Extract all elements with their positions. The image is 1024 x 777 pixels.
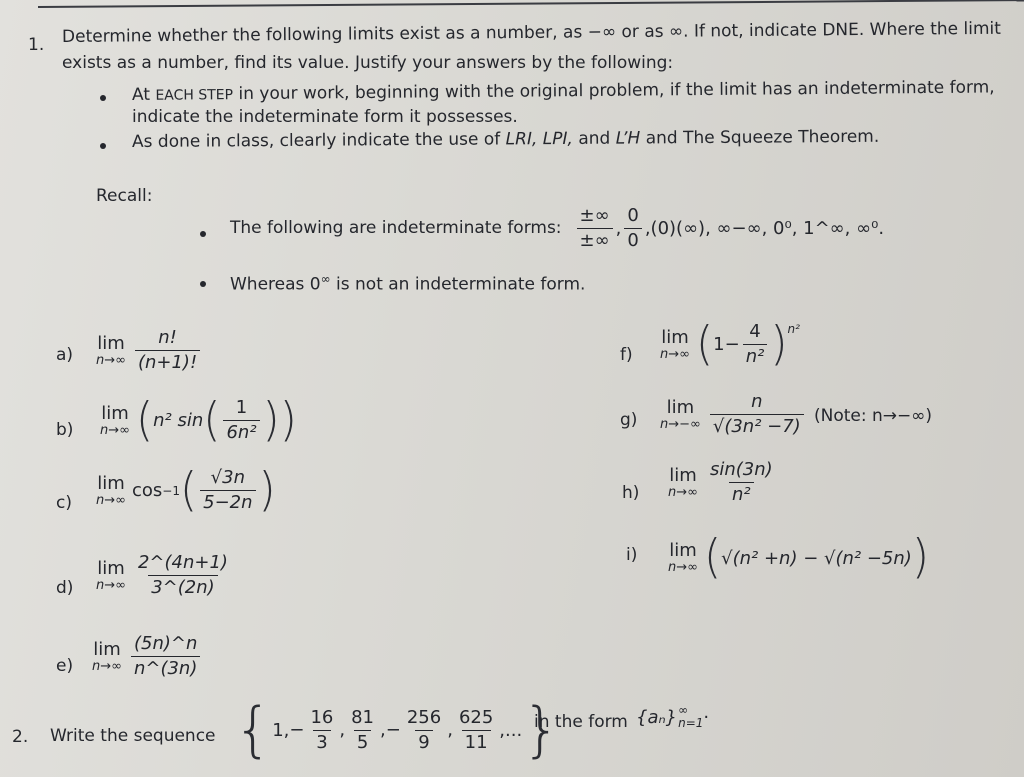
fraction: $\frac{1}{\text{6n²}}$ [223,398,259,443]
expr-text: √(n² +n) − √(n² −5n) [721,547,912,569]
problem-1-number: 1. [28,35,45,55]
sequence-term: $\frac{625}{11}$ [458,706,494,753]
lim-operator: lim n→∞ [96,557,126,593]
lim-operator: lim n→∞ [660,326,690,362]
fraction: $\frac{2\^{}(4n+1)}{3\^{}(2n)}$ [137,552,228,598]
function-name: cos [131,480,163,501]
bullet-2-text [132,126,879,153]
sequence-term: − $\frac{256}{9}$ , [385,706,453,753]
part-e-expression [92,634,203,679]
fraction: $\frac{4}{\text{n²}}$ [743,322,768,367]
recall-title: Recall: [96,186,153,206]
lim-operator: lim n→∞ [96,332,126,368]
form-sup: ∞ [678,703,689,717]
lim-operator: lim n→∞ [100,402,130,438]
lim-operator: lim n→∞ [92,638,122,674]
lim-operator: lim n→−∞ [660,396,701,432]
exponent: n² [787,322,800,336]
bullet-1-caps: EACH STEP [155,87,234,104]
part-g-expression [660,392,807,437]
bullet-dot [200,281,206,287]
part-d-label: d) [56,578,74,598]
part-g-label: g) [620,410,638,430]
indeterminate-forms: $\frac{\pm\infty}{\pm\infty}$ , $\frac{0}{0}$ , (0)(∞), ∞−∞, 0⁰, 1^∞, ∞⁰. [574,206,885,251]
fraction: $\frac{√3n}{5-2n}$ [200,468,255,513]
form-sub: n=1 [678,716,704,730]
form-expr: {aₙ} [636,706,678,728]
part-d-expression [96,553,234,598]
bullet-dot [100,95,106,101]
sequence-tail: ,... [499,719,523,741]
sequence-term: $\frac{81}{5}$ , [351,706,386,753]
fraction: $\frac{n}{\text{√(3n² −7)}}$ [710,392,804,437]
recall-item-2-pre: Whereas 0 [230,274,321,295]
expr-text: 1− [713,334,740,355]
part-e-label: e) [56,656,74,676]
bullet-2-post: and The Squeeze Theorem. [640,126,880,149]
bullet-1-line2: indicate the indeterminate form it possesses. [132,107,518,127]
bullet-1-pre: At [131,84,156,105]
part-f-expression: lim n→∞ ( 1− $\frac{4}{\text{n²}}$ ) $^{n^2}$ [660,317,800,371]
form-inf-over-inf: $\frac{\pm\infty}{\pm\infty}$ [577,206,613,251]
lim-operator: lim n→∞ [96,472,126,508]
problem-2-form-text: in the form [534,712,628,732]
function-sup: −1 [162,483,180,498]
top-rule [38,0,1024,8]
part-a-expression [96,328,203,373]
part-b-label: b) [56,420,74,440]
problem-1-line1: Determine whether the following limits exist as a number, as −∞ or as ∞. If not, indicate DNE. Where the limit [61,18,1001,47]
part-h-expression [668,460,779,505]
sequence-term: − $\frac{16}{3}$ , [289,706,346,753]
problem-2-number: 2. [12,727,29,747]
expr-text: n² sin [153,410,204,431]
recall-item-2 [230,268,585,296]
part-h-label: h) [622,483,640,503]
part-a-label: a) [56,345,74,365]
sequence: { 1, − $\frac{16}{3}$ , $\frac{81}{5}$ , − $\frac{256}{9}$ , $\frac{625}{11}$ ,... } [234,695,561,765]
bullet-dot [200,231,206,237]
bullet-2-pre: As done in class, clearly indicate the use of [131,129,506,152]
part-c-expression: lim n→∞ cos −1 ( $\frac{√3n}{5-2n}$ ) [96,463,276,517]
bullet-1-post: in your work, beginning with the original problem, if the limit has an indeterminate form, [232,77,995,105]
recall-item-2-post: is not an indeterminate form. [330,274,586,295]
bullet-2-and: and [572,128,616,149]
part-i-expression: lim n→∞ ( √(n² +n) − √(n² −5n) ) [668,530,929,585]
sequence-first-term: 1, [272,719,290,741]
lim-operator: lim n→∞ [668,464,698,500]
fraction: $\frac{(5n)\^{}n}{n\^{}(3n)}$ [131,634,200,679]
bullet-2-terms: LRI, LPI, [505,128,573,150]
recall-item-2-sup: ∞ [320,272,331,286]
form-zero-over-zero: $\frac{0}{0}$ [624,206,641,251]
fraction: $\frac{n!}{(n+1)!}$ [135,328,200,373]
bullet-1-text [132,76,995,107]
part-b-expression: lim n→∞ ( n² sin ( $\frac{1}{\text{6n²}}$ )) [100,393,297,447]
form-list: (0)(∞), ∞−∞, 0⁰, 1^∞, ∞⁰. [650,217,885,239]
bullet-dot [100,143,106,149]
part-c-label: c) [56,493,72,513]
bullet-2-lh: L’H [615,128,641,149]
fraction: $\frac{\sin(3n)}{\text{n²}}$ [709,459,773,505]
lim-operator: lim n→∞ [668,540,698,575]
part-f-label: f) [620,345,633,365]
problem-2-text: Write the sequence [50,726,216,746]
sequence-form-notation: {aₙ} ∞ n=1 · [636,703,710,730]
recall-item-1-text: The following are indeterminate forms: [230,218,562,238]
recall-item-1 [230,200,884,256]
problem-1-line2: exists as a number, find its value. Justify your answers by the following: [62,53,674,73]
part-i-label: i) [626,545,638,565]
part-g-note: (Note: n→−∞) [814,406,933,426]
